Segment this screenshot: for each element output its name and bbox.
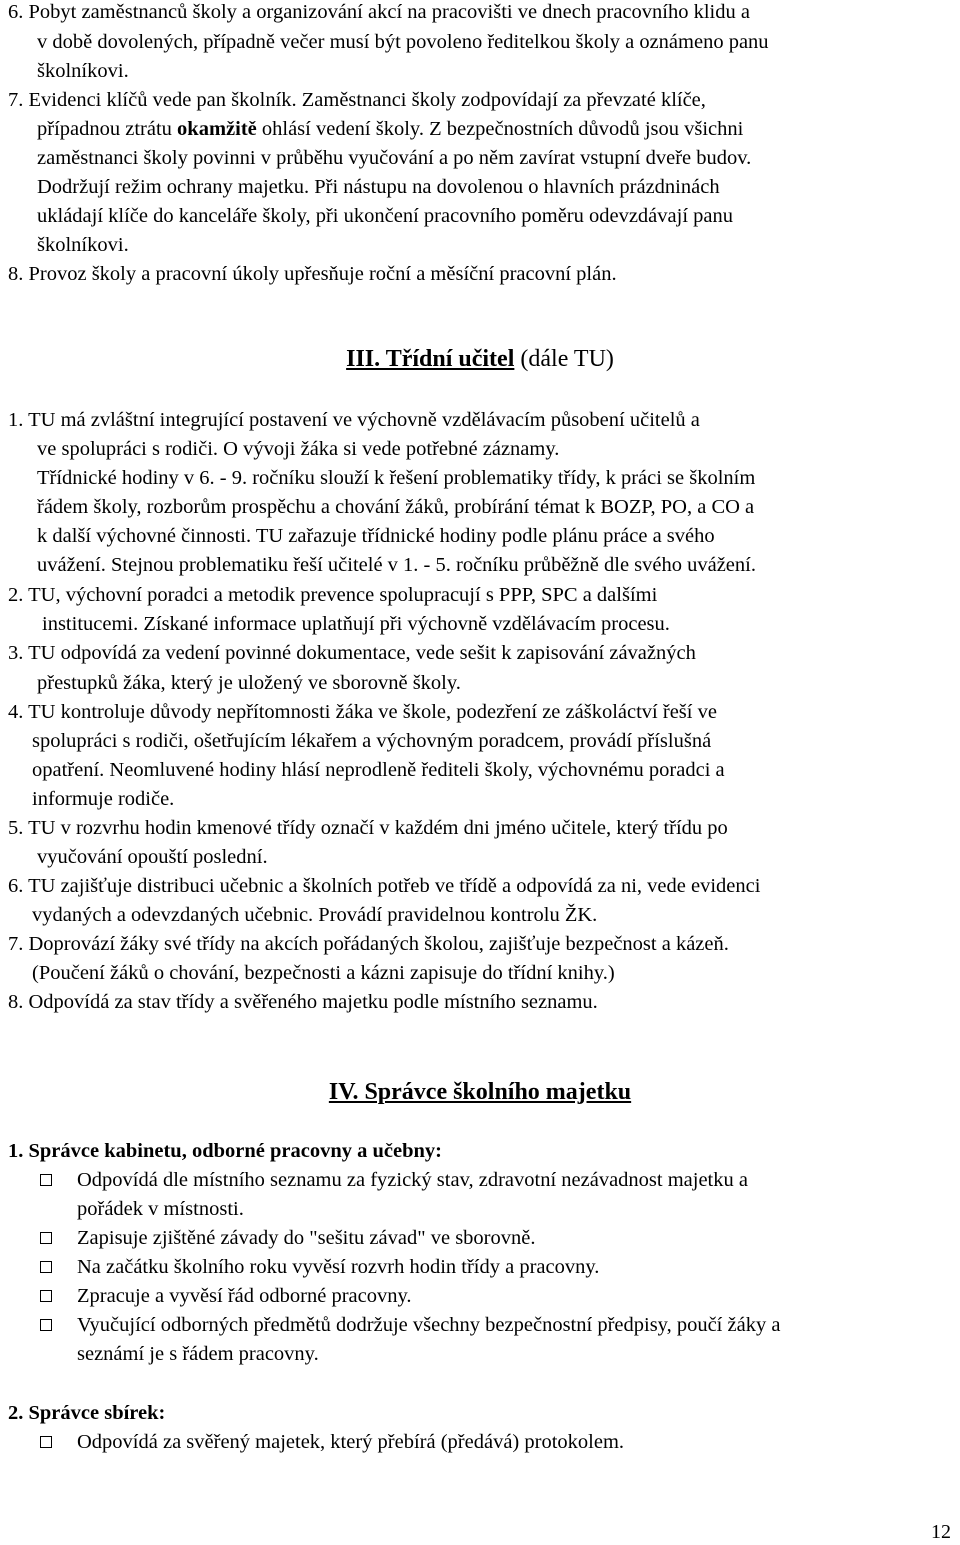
section-3-heading-rest: (dále TU) bbox=[514, 346, 614, 372]
bullet-5-line-1: Vyučující odborných předmětů dodržuje všechny bezpečnostní předpisy, poučí žáky a bbox=[77, 1314, 781, 1336]
tu-item-4-line-1: 4. TU kontroluje důvody nepřítomnosti žáka ve škole, podezření ze záškoláctví řeší ve bbox=[8, 701, 717, 723]
tu-item-3-line-2: přestupků žáka, který je uložený ve sborovně školy. bbox=[37, 672, 461, 694]
bullet-1-line-1: Odpovídá dle místního seznamu za fyzický stav, zdravotní nezávadnost majetku a bbox=[77, 1169, 748, 1191]
item-7-line-1: 7. Evidenci klíčů vede pan školník. Zaměstnanci školy zodpovídají za převzaté klíče, bbox=[8, 89, 706, 111]
tu-item-7-line-1: 7. Doprovází žáky své třídy na akcích pořádaných školou, zajišťuje bezpečnost a kázeň. bbox=[8, 933, 729, 955]
item-7-line-6: školníkovi. bbox=[37, 234, 129, 256]
tu-item-8-line-1: 8. Odpovídá za stav třídy a svěřeného majetku podle místního seznamu. bbox=[8, 991, 598, 1013]
item-7-text-a: případnou ztrátu bbox=[37, 118, 178, 140]
bullet-6-icon bbox=[40, 1436, 52, 1448]
item-7-line-4: Dodržují režim ochrany majetku. Při nástupu na dovolenou o hlavních prázdninách bbox=[37, 176, 720, 198]
subsection-1-title: 1. Správce kabinetu, odborné pracovny a učebny: bbox=[8, 1140, 442, 1162]
tu-item-6-line-1: 6. TU zajišťuje distribuci učebnic a školních potřeb ve třídě a odpovídá za ni, vede evidenci bbox=[8, 875, 761, 897]
tu-item-4-line-4: informuje rodiče. bbox=[32, 788, 175, 810]
item-7-line-3: zaměstnanci školy povinni v průběhu vyučování a po něm zavírat vstupní dveře budov. bbox=[37, 147, 752, 169]
bullet-5-line-2: seznámí je s řádem pracovny. bbox=[77, 1343, 319, 1365]
tu-item-1-line-2: ve spolupráci s rodiči. O vývoji žáka si vede potřebné záznamy. bbox=[37, 438, 560, 460]
item-7-line-5: ukládají klíče do kanceláře školy, při ukončení pracovního poměru odevzdávají panu bbox=[37, 205, 733, 227]
item-7-text-c: ohlásí vedení školy. Z bezpečnostních důvodů jsou všichni bbox=[256, 118, 744, 140]
bullet-1-icon bbox=[40, 1174, 52, 1186]
item-6-line-1: 6. Pobyt zaměstnanců školy a organizování akcí na pracovišti ve dnech pracovního klidu a bbox=[8, 1, 750, 23]
bullet-4-line-1: Zpracuje a vyvěsí řád odborné pracovny. bbox=[77, 1285, 412, 1307]
item-7-line-2 bbox=[37, 117, 743, 141]
bullet-6-line-1: Odpovídá za svěřený majetek, který přebírá (předává) protokolem. bbox=[77, 1431, 625, 1453]
item-7-emphasis: okamžitě bbox=[177, 118, 257, 140]
tu-item-2-line-2: institucemi. Získané informace uplatňují při výchovně vzdělávacím procesu. bbox=[42, 613, 670, 635]
bullet-2-icon bbox=[40, 1232, 52, 1244]
page-number: 12 bbox=[931, 1521, 951, 1543]
tu-item-3-line-1: 3. TU odpovídá za vedení povinné dokumentace, vede sešit k zapisování závažných bbox=[8, 642, 696, 664]
tu-item-4-line-2: spolupráci s rodiči, ošetřujícím lékařem a výchovným poradcem, provádí příslušná bbox=[32, 730, 712, 752]
section-4-heading: IV. Správce školního majetku bbox=[328, 1079, 632, 1105]
tu-item-4-line-3: opatření. Neomluvené hodiny hlásí neprodleně řediteli školy, výchovnému poradci a bbox=[32, 759, 725, 781]
item-6-line-2: v době dovolených, případně večer musí být povoleno ředitelkou školy a oznámeno panu bbox=[37, 31, 769, 53]
tu-item-1-line-1: 1. TU má zvláštní integrující postavení ve výchovně vzdělávacím působení učitelů a bbox=[8, 409, 700, 431]
bullet-4-icon bbox=[40, 1290, 52, 1302]
bullet-2-line-1: Zapisuje zjištěné závady do "sešitu závad" ve sborovně. bbox=[77, 1227, 536, 1249]
tu-item-1-line-3: Třídnické hodiny v 6. - 9. ročníku slouží k řešení problematiky třídy, k práci se školním bbox=[37, 467, 756, 489]
section-3-heading-bold: III. Třídní učitel bbox=[346, 346, 515, 372]
bullet-3-line-1: Na začátku školního roku vyvěsí rozvrh hodin třídy a pracovny. bbox=[77, 1256, 600, 1278]
section-3-heading bbox=[0, 344, 960, 374]
subsection-2-title: 2. Správce sbírek: bbox=[8, 1402, 166, 1424]
item-8-line-1: 8. Provoz školy a pracovní úkoly upřesňuje roční a měsíční pracovní plán. bbox=[8, 263, 617, 285]
tu-item-1-line-5: k další výchovné činnosti. TU zařazuje třídnické hodiny podle plánu práce a svého bbox=[37, 525, 715, 547]
tu-item-2-line-1: 2. TU, výchovní poradci a metodik prevence spolupracují s PPP, SPC a dalšími bbox=[8, 584, 658, 606]
tu-item-7-line-2: (Poučení žáků o chování, bezpečnosti a kázni zapisuje do třídní knihy.) bbox=[32, 962, 615, 984]
bullet-5-icon bbox=[40, 1319, 52, 1331]
tu-item-1-line-4: řádem školy, rozborům prospěchu a chování žáků, probírání témat k BOZP, PO, a CO a bbox=[37, 496, 755, 518]
bullet-3-icon bbox=[40, 1261, 52, 1273]
tu-item-6-line-2: vydaných a odevzdaných učebnic. Provádí pravidelnou kontrolu ŽK. bbox=[32, 904, 598, 926]
bullet-1-line-2: pořádek v místnosti. bbox=[77, 1198, 244, 1220]
tu-item-1-line-6: uvážení. Stejnou problematiku řeší učitelé v 1. - 5. ročníku průběžně dle svého uvážení. bbox=[37, 554, 756, 576]
item-6-line-3: školníkovi. bbox=[37, 60, 129, 82]
tu-item-5-line-1: 5. TU v rozvrhu hodin kmenové třídy označí v každém dni jméno učitele, který třídu po bbox=[8, 817, 728, 839]
tu-item-5-line-2: vyučování opouští poslední. bbox=[37, 846, 268, 868]
